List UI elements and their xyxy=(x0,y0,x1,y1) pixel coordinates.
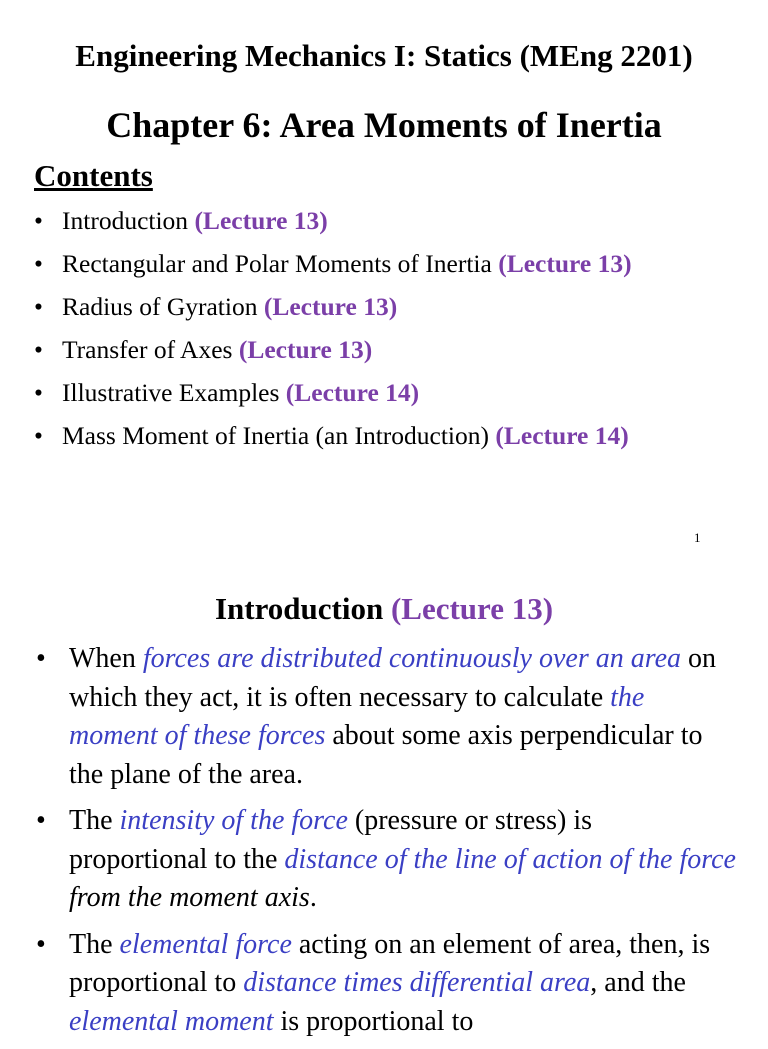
intro-title xyxy=(0,590,768,628)
text-run: When xyxy=(69,643,143,674)
contents-item-topic: Introduction xyxy=(62,206,189,235)
intro-paragraph-1 xyxy=(36,640,736,794)
slide-2 xyxy=(0,560,768,1037)
contents-item xyxy=(34,374,632,417)
bullet: • xyxy=(36,805,46,836)
text-run: on which they act, it is often necessary to calculate xyxy=(69,643,716,713)
intro-list xyxy=(36,640,736,1049)
text-run: . xyxy=(309,882,317,913)
contents-item xyxy=(34,245,632,288)
page-number: 1 xyxy=(694,530,701,545)
contents-item-lecture: (Lecture 13) xyxy=(498,249,632,278)
italic-run: from the moment axis xyxy=(69,882,310,913)
text-run: The xyxy=(69,928,120,960)
contents-item-topic: Mass Moment of Inertia (an Introduction) xyxy=(62,421,490,450)
contents-heading: Contents xyxy=(34,158,153,193)
bullet: • xyxy=(34,421,43,450)
contents-item-topic: Illustrative Examples xyxy=(62,378,280,407)
contents-item-topic: Radius of Gyration xyxy=(62,292,258,321)
contents-item-lecture: (Lecture 13) xyxy=(263,292,398,321)
bullet: • xyxy=(34,249,43,278)
intro-title-text: Introduction xyxy=(214,591,384,626)
contents-item-lecture: (Lecture 13) xyxy=(194,206,328,235)
bullet: • xyxy=(34,206,43,235)
contents-item-lecture: (Lecture 14) xyxy=(495,421,629,450)
text-run: about some axis perpendicular to the plane of the area. xyxy=(69,720,703,790)
emphasis-run: intensity of the force xyxy=(119,805,348,836)
contents-item xyxy=(34,417,632,460)
contents-item-topic: Rectangular and Polar Moments of Inertia xyxy=(62,249,492,278)
bullet: • xyxy=(34,335,43,364)
emphasis-run: elemental force xyxy=(119,928,292,960)
contents-item xyxy=(34,331,632,374)
emphasis-run: distance times differential area xyxy=(243,967,591,998)
contents-item xyxy=(34,288,632,331)
emphasis-run: forces are distributed continuously over an area xyxy=(142,643,681,674)
bullet: • xyxy=(34,378,43,407)
text-run: The xyxy=(69,805,120,836)
intro-paragraph-2 xyxy=(36,802,736,918)
text-run: acting on an element of area, then, is proportional to xyxy=(69,928,711,998)
contents-item-lecture: (Lecture 14) xyxy=(285,378,420,407)
intro-title-lecture: (Lecture 13) xyxy=(390,591,554,626)
text-run: is proportional to xyxy=(273,1005,474,1037)
emphasis-run: elemental moment xyxy=(69,1005,274,1037)
bullet: • xyxy=(36,643,46,674)
emphasis-run: the moment of these forces xyxy=(69,681,645,751)
text-run: (pressure or stress) is proportional to the xyxy=(69,805,593,875)
text-run: , and the xyxy=(590,967,686,998)
contents-item xyxy=(34,202,632,245)
contents-item-lecture: (Lecture 13) xyxy=(238,335,373,364)
chapter-title: Chapter 6: Area Moments of Inertia xyxy=(106,105,662,145)
bullet: • xyxy=(36,928,46,960)
bullet: • xyxy=(34,292,43,321)
contents-item-topic: Transfer of Axes xyxy=(62,335,233,364)
contents-list xyxy=(34,202,632,460)
course-title: Engineering Mechanics I: Statics (MEng 2201) xyxy=(75,38,693,73)
emphasis-run: distance of the line of action of the force xyxy=(284,843,736,875)
